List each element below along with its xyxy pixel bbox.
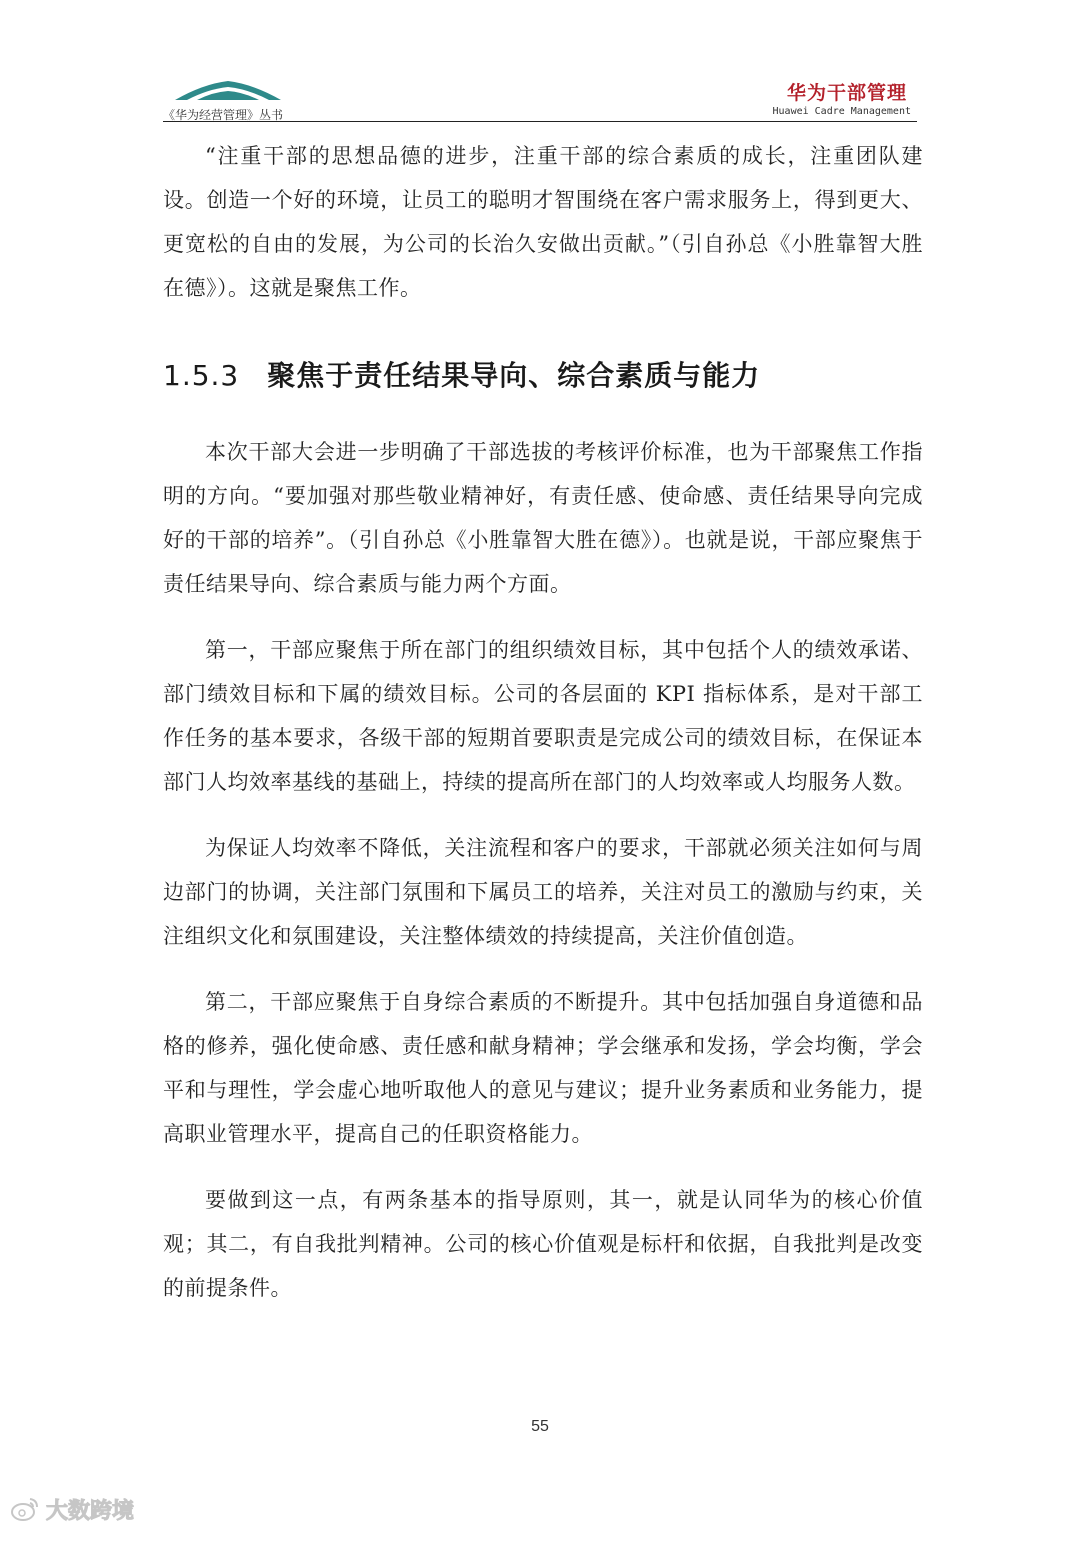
weibo-icon bbox=[10, 1496, 40, 1522]
header-rule bbox=[163, 121, 917, 122]
paragraph-1: 本次干部大会进一步明确了干部选拔的考核评价标准，也为干部聚焦工作指明的方向。“要加强对那些敬业精神好，有责任感、使命感、责任结果导向完成好的干部的培养”。（引自孙总《小胜靠智大胜在德》）。也就是说，干部应聚焦于责任结果导向、综合素质与能力两个方面。 bbox=[163, 440, 923, 596]
page-header bbox=[163, 78, 917, 122]
section-number: 1.5.3 bbox=[163, 359, 240, 392]
paragraph-4: 第二，干部应聚焦于自身综合素质的不断提升。其中包括加强自身道德和品格的修养，强化使命感、责任感和献身精神；学会继承和发扬，学会均衡，学会平和与理性，学会虚心地听取他人的意见与建议；提升业务素质和业务能力，提高职业管理水平，提高自己的任职资格能力。 bbox=[163, 990, 923, 1146]
paragraph-2: 第一，干部应聚焦于所在部门的组织绩效目标，其中包括个人的绩效承诺、部门绩效目标和下属的绩效目标。公司的各层面的 KPI 指标体系，是对干部工作任务的基本要求，各级干部的短期首要职责是完成公司的绩效目标，在保证本部门人均效率基线的基础上，持续的提高所在部门的人均效率或人均服务人数。 bbox=[163, 638, 923, 794]
section-title: 聚焦于责任结果导向、综合素质与能力 bbox=[267, 359, 761, 392]
paragraph-5: 要做到这一点，有两条基本的指导原则，其一，就是认同华为的核心价值观；其二，有自我批判精神。公司的核心价值观是标杆和依据，自我批判是改变的前提条件。 bbox=[163, 1188, 923, 1300]
page-number: 55 bbox=[531, 1418, 549, 1435]
series-title: 《华为经营管理》丛书 bbox=[163, 108, 284, 122]
page-body bbox=[163, 134, 923, 1310]
brand-title-en: Huawei Cadre Management bbox=[772, 106, 911, 117]
brand-title-cn: 华为干部管理 bbox=[786, 82, 907, 104]
watermark bbox=[10, 1494, 134, 1524]
mountain-logo-icon bbox=[173, 78, 283, 102]
intro-paragraph: “注重干部的思想品德的进步，注重干部的综合素质的成长，注重团队建设。创造一个好的环境，让员工的聪明才智围绕在客户需求服务上，得到更大、更宽松的自由的发展，为公司的长治久安做出贡献。”（引自孙总《小胜靠智大胜在德》）。这就是聚焦工作。 bbox=[163, 144, 923, 300]
paragraph-3: 为保证人均效率不降低，关注流程和客户的要求，干部就必须关注如何与周边部门的协调，关注部门氛围和下属员工的培养，关注对员工的激励与约束，关注组织文化和氛围建设，关注整体绩效的持续提高，关注价值创造。 bbox=[163, 836, 923, 948]
watermark-text: 大数跨境 bbox=[46, 1498, 135, 1524]
section-heading bbox=[163, 354, 923, 394]
